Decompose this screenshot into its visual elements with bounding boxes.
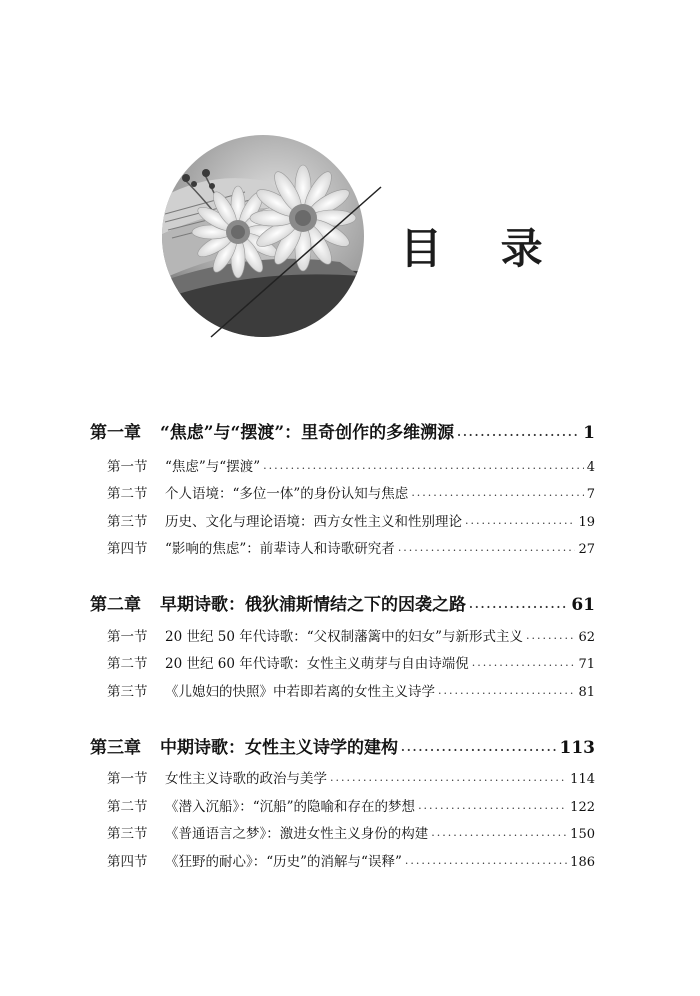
section-label: 第三节 bbox=[107, 684, 148, 700]
page-number: 150 bbox=[570, 827, 595, 842]
dot-leader bbox=[330, 771, 567, 784]
dot-leader bbox=[457, 426, 580, 439]
toc-section[interactable] bbox=[107, 767, 595, 787]
page-number: 27 bbox=[578, 542, 595, 557]
section-title: “焦虑”与“摆渡” bbox=[165, 459, 261, 475]
chapter-title: “焦虑”与“摆渡”：里奇创作的多维溯源 bbox=[160, 423, 455, 443]
dot-leader bbox=[405, 854, 567, 867]
dot-leader bbox=[438, 684, 575, 697]
page-number: 1 bbox=[583, 423, 595, 443]
section-label: 第一节 bbox=[107, 459, 148, 475]
toc-section[interactable] bbox=[107, 652, 595, 672]
section-title: 个人语境：“多位一体”的身份认知与焦虑 bbox=[165, 486, 409, 502]
section-title: 女性主义诗歌的政治与美学 bbox=[165, 771, 327, 787]
dot-leader bbox=[411, 486, 583, 499]
section-label: 第一节 bbox=[107, 771, 148, 787]
toc-chapter-2[interactable] bbox=[90, 590, 595, 615]
chapter-title: 中期诗歌：女性主义诗学的建构 bbox=[160, 738, 398, 758]
section-label: 第二节 bbox=[107, 486, 148, 502]
section-title: 《潜入沉船》：“沉船”的隐喻和存在的梦想 bbox=[165, 799, 416, 815]
dot-leader bbox=[431, 826, 567, 839]
toc-section[interactable] bbox=[107, 795, 595, 815]
page-number: 7 bbox=[586, 487, 595, 502]
section-label: 第四节 bbox=[107, 854, 148, 870]
dot-leader bbox=[526, 629, 575, 642]
toc-section[interactable] bbox=[107, 680, 595, 700]
chapter-label: 第一章 bbox=[90, 423, 141, 443]
toc-section[interactable] bbox=[107, 822, 595, 842]
dot-leader bbox=[398, 541, 576, 554]
page-number: 62 bbox=[578, 630, 595, 645]
dot-leader bbox=[472, 656, 576, 669]
toc-section[interactable] bbox=[107, 510, 595, 530]
book-with-daisies-illustration bbox=[0, 0, 700, 370]
page-number: 114 bbox=[570, 772, 595, 787]
section-label: 第一节 bbox=[107, 629, 148, 645]
page-number: 19 bbox=[578, 515, 595, 530]
section-title: 20 世纪 60 年代诗歌：女性主义萌芽与自由诗端倪 bbox=[165, 656, 469, 672]
section-title: “影响的焦虑”：前辈诗人和诗歌研究者 bbox=[165, 541, 395, 557]
page-title: 目 录 bbox=[400, 224, 565, 273]
section-label: 第二节 bbox=[107, 656, 148, 672]
section-title: 20 世纪 50 年代诗歌：“父权制藩篱中的妇女”与新形式主义 bbox=[165, 629, 524, 645]
section-label: 第二节 bbox=[107, 799, 148, 815]
dot-leader bbox=[469, 598, 568, 611]
toc-section[interactable] bbox=[107, 537, 595, 557]
section-label: 第四节 bbox=[107, 541, 148, 557]
toc-section[interactable] bbox=[107, 625, 595, 645]
page-number: 122 bbox=[570, 800, 595, 815]
page-number: 4 bbox=[586, 460, 595, 475]
chapter-label: 第二章 bbox=[90, 595, 141, 615]
page-number: 71 bbox=[578, 657, 595, 672]
section-title: 《普通语言之梦》：激进女性主义身份的构建 bbox=[165, 826, 429, 842]
section-title: 《儿媳妇的快照》中若即若离的女性主义诗学 bbox=[165, 684, 435, 700]
dot-leader bbox=[263, 459, 584, 472]
toc-chapter-3[interactable] bbox=[90, 733, 595, 758]
chapter-title: 早期诗歌：俄狄浦斯情结之下的因袭之路 bbox=[160, 595, 466, 615]
dot-leader bbox=[465, 514, 575, 527]
page-number: 81 bbox=[578, 685, 595, 700]
section-title: 历史、文化与理论语境：西方女性主义和性别理论 bbox=[165, 514, 462, 530]
toc-chapter-1[interactable] bbox=[90, 418, 595, 443]
section-label: 第三节 bbox=[107, 514, 148, 530]
page-number: 186 bbox=[570, 855, 595, 870]
toc-section[interactable] bbox=[107, 850, 595, 870]
chapter-label: 第三章 bbox=[90, 738, 141, 758]
toc-section[interactable] bbox=[107, 482, 595, 502]
page-number: 61 bbox=[571, 595, 595, 615]
section-title: 《狂野的耐心》：“历史”的消解与“误释” bbox=[165, 854, 402, 870]
dot-leader bbox=[418, 799, 567, 812]
toc-section[interactable] bbox=[107, 455, 595, 475]
dot-leader bbox=[401, 741, 557, 754]
page-number: 113 bbox=[559, 738, 595, 758]
section-label: 第三节 bbox=[107, 826, 148, 842]
